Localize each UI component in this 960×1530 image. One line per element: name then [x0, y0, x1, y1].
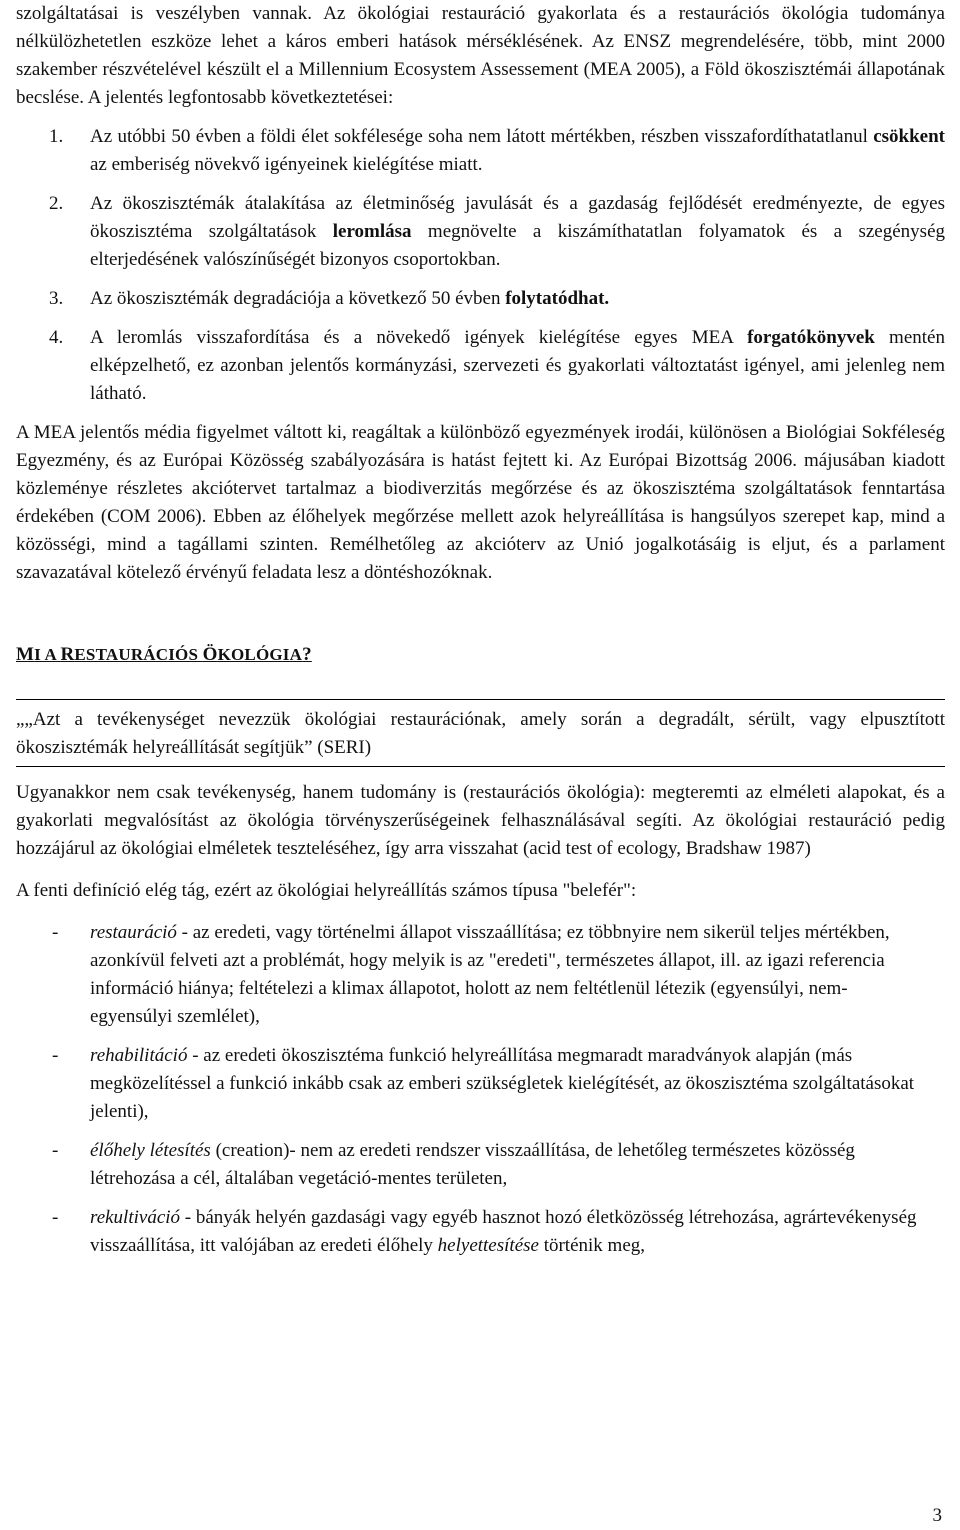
list-text: Az ökoszisztémák degradációja a következő 50 évben folytatódhat.: [90, 288, 610, 309]
list-text: A leromlás visszafordítása és a növekedő igények kielégítése egyes MEA forgatókönyvek mentén elképzelhető, ez azonban jelentős kormányzási, szervezeti és gyakorlati változtatást igényel, ami jelenleg nem látható.: [90, 327, 945, 404]
list-text: élőhely létesítés (creation)- nem az eredeti rendszer visszaállítása, de lehetőleg természetes közösség létrehozása a cél, általában vegetáció-mentes területen,: [90, 1140, 855, 1189]
list-item: [16, 1204, 945, 1260]
dash-bullet: -: [52, 1045, 59, 1066]
section-heading: MI A RESTAURÁCIÓS ÖKOLÓGIA?: [16, 644, 312, 665]
list-text: rehabilitáció - az eredeti ökoszisztéma funkció helyreállítása megmaradt maradványok alapján (más megközelítéssel a funkció inkább csak az emberi szükségletek kielégítését, az ökoszisztéma szolgáltatásokat jelenti),: [90, 1045, 915, 1122]
mea-paragraph: A MEA jelentős média figyelmet váltott ki, reagáltak a különböző egyezmények irodái, különösen a Biológiai Sokféleség Egyezmény, és az Európai Közösség szabályozására is hatást fejtett ki. Az Európai Bizottság 2006. májusában kiadott közleménye részletes akciótervet tartalmaz a biodiverzitás megőrzése és az ökoszisztéma szolgáltatások fenntartása érdekében (COM 2006). Ebben az élőhelyek megőrzése mellett azok helyreállítása is hangsúlyos szerepet kap, mind a közösségi, mind a tagállami szinten. Remélhetőleg az akcióterv az Unió jogalkotásáig is eljut, és a parlament szavazatával kötelező érvényű feladata lesz a döntéshozóknak.: [16, 422, 945, 583]
emphasis: csökkent: [873, 126, 945, 147]
emphasis: folytatódhat.: [505, 288, 610, 309]
restoration-types-list: [16, 919, 945, 1260]
list-text: Az ökoszisztémák átalakítása az életminőség javulását és a gazdaság fejlődését eredményezte, de egyes ökoszisztéma szolgáltatások leromlása megnövelte a kiszámíthatatlan folyamatok és a szegénység elterjedésének valószínűségét bizonyos csoportokban.: [90, 193, 946, 270]
list-item: [16, 1042, 945, 1126]
conclusions-list: [16, 123, 945, 408]
list-number: 3.: [49, 288, 64, 309]
dash-bullet: -: [52, 1207, 59, 1228]
term: restauráció: [90, 922, 177, 943]
list-text: Az utóbbi 50 évben a földi élet sokfélesége soha nem látott mértékben, részben visszafordíthatatlanul csökkent az emberiség növekvő igényeinek kielégítése miatt.: [90, 126, 945, 175]
emphasis: forgatókönyvek: [747, 327, 875, 348]
list-number: 2.: [49, 193, 64, 214]
term: rekultiváció: [90, 1207, 181, 1228]
dash-bullet: -: [52, 922, 59, 943]
list-item: [16, 324, 945, 408]
definition-quote: „„Azt a tevékenységet nevezzük ökológiai restaurációnak, amely során a degradált, sérült, vagy elpusztított ökoszisztémák helyreállítását segítjük” (SERI): [16, 699, 945, 767]
list-text: restauráció - az eredeti, vagy történelmi állapot visszaállítása; ez többnyire nem sikerül teljes mértékben, azonkívül felveti azt a problémát, hogy melyik is az "eredeti", természetes állapot, ill. az igazi referencia információ hiánya; feltételezi a klimax állapotot, holott az nem feltétlenül létezik (egyensúlyi, nem-egyensúlyi szemlélet),: [90, 922, 890, 1027]
term: helyettesítése: [437, 1235, 539, 1256]
list-item: [16, 123, 945, 179]
dash-bullet: -: [52, 1140, 59, 1161]
science-paragraph: Ugyanakkor nem csak tevékenység, hanem tudomány is (restaurációs ökológia): megteremti az elméleti alapokat, és a gyakorlati megvalósítást az ökológia törvényszerűségeinek felhasználásával segíti. Az ökológiai restauráció pedig hozzájárul az ökológiai elméletek teszteléséhez, így arra visszahat (acid test of ecology, Bradshaw 1987): [16, 782, 945, 859]
list-item: [16, 190, 945, 274]
emphasis: leromlása: [332, 221, 412, 242]
document-page: [16, 0, 945, 1271]
intro-paragraph: szolgáltatásai is veszélyben vannak. Az ökológiai restauráció gyakorlata és a restaurációs ökológia tudománya nélkülözhetetlen eszköze lehet a káros emberi hatások mérséklésének. Az ENSZ megrendelésére, több, mint 2000 szakember részvételével készült el a Millennium Ecosystem Assessement (MEA 2005), a Föld ökoszisztémái állapotának becslése. A jelentés legfontosabb következtetései:: [16, 3, 945, 108]
list-number: 4.: [49, 327, 64, 348]
term: rehabilitáció: [90, 1045, 188, 1066]
list-text: rekultiváció - bányák helyén gazdasági vagy egyéb hasznot hozó életközösség létrehozása, agrártevékenység visszaállítása, itt valójában az eredeti élőhely helyettesítése történik meg,: [90, 1207, 917, 1256]
list-item: [16, 919, 945, 1031]
list-item: [16, 285, 945, 313]
list-item: [16, 1137, 945, 1193]
definition-intro: A fenti definíció elég tág, ezért az ökológiai helyreállítás számos típusa "belefér":: [16, 880, 637, 901]
list-number: 1.: [49, 126, 64, 147]
term: élőhely létesítés: [90, 1140, 211, 1161]
page-number: 3: [932, 1505, 942, 1526]
